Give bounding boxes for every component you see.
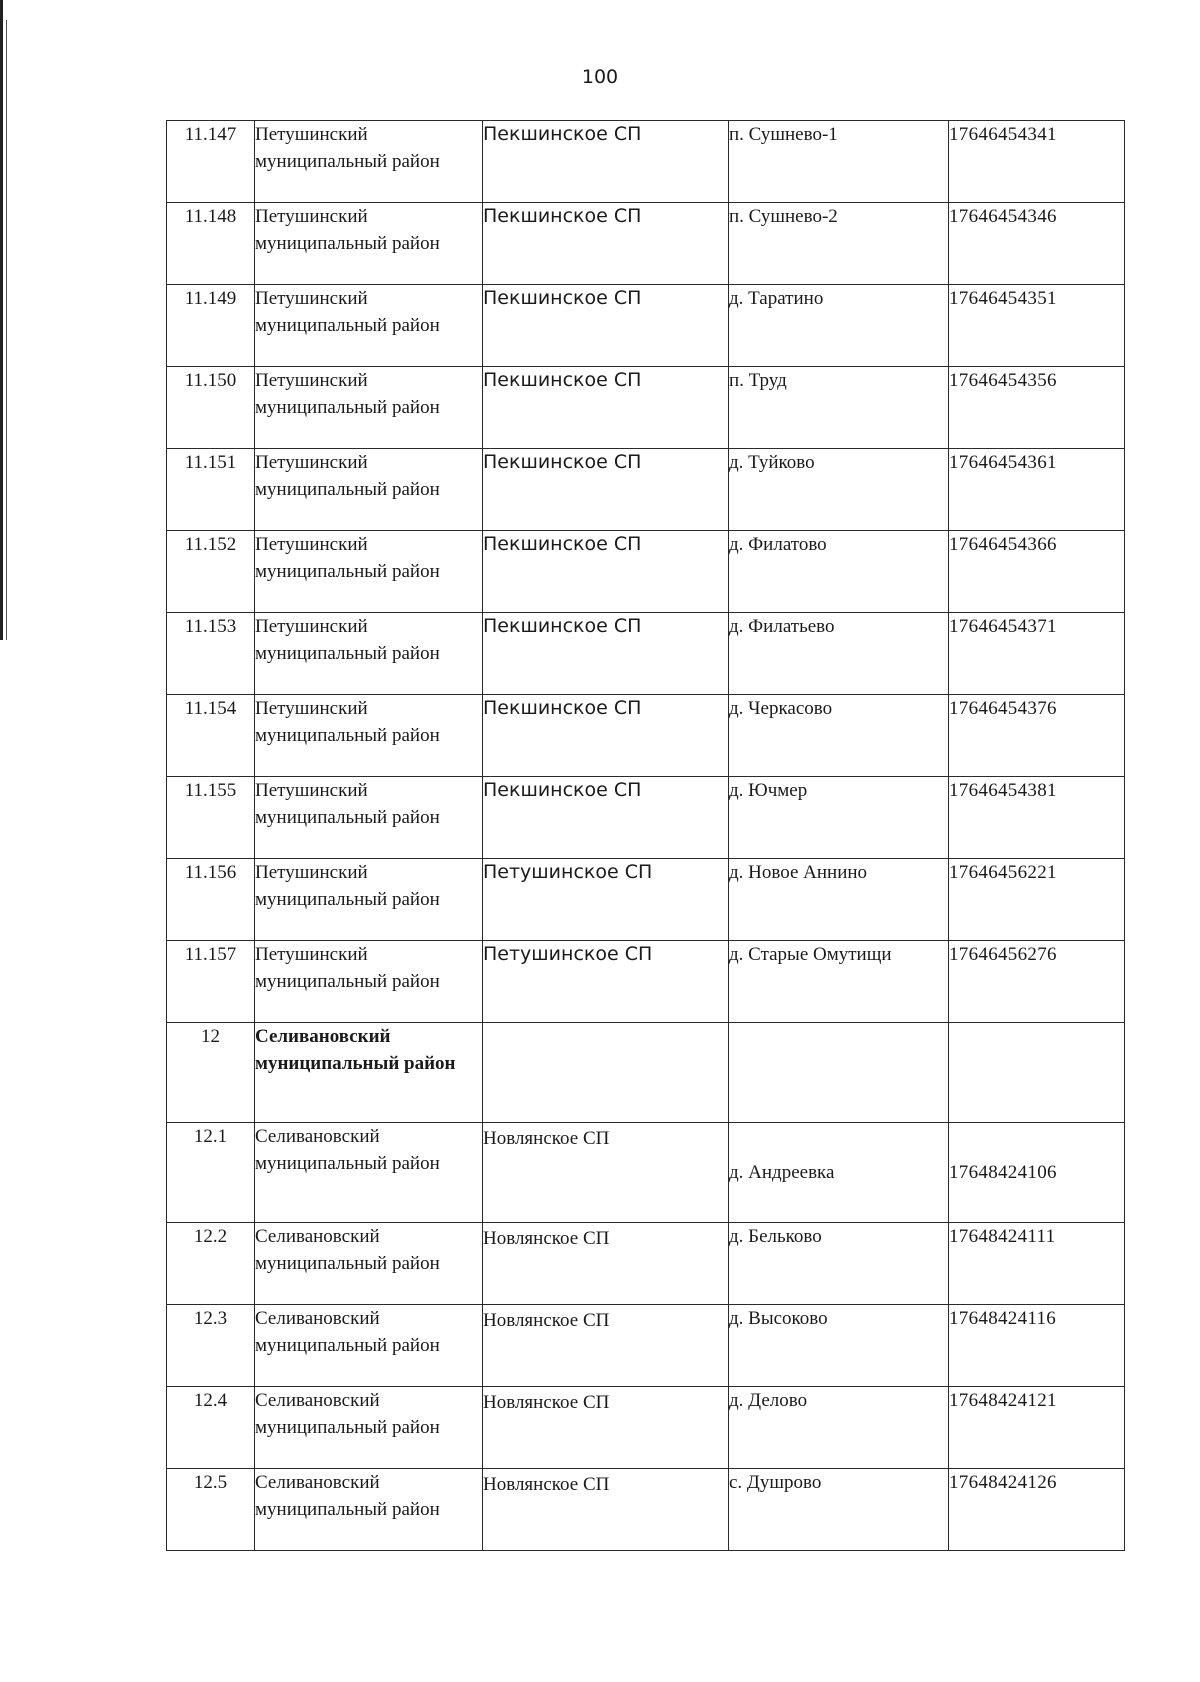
settlement-cell: Новлянское СП [483,1223,729,1305]
district-cell: Петушинский муниципальный район [255,613,483,695]
locality-cell: д. Туйково [729,449,949,531]
scan-edge-mark [0,0,3,640]
row-number: 12.1 [167,1123,255,1223]
code-cell: 17648424126 [949,1469,1125,1551]
district-cell: Селивановский муниципальный район [255,1387,483,1469]
table-row [167,859,1125,941]
row-number: 12.5 [167,1469,255,1551]
locality-cell: п. Труд [729,367,949,449]
locality-cell: д. Бельково [729,1223,949,1305]
district-cell: Селивановский муниципальный район [255,1023,483,1123]
locality-cell: д. Делово [729,1387,949,1469]
district-cell: Петушинский муниципальный район [255,531,483,613]
settlement-cell: Новлянское СП [483,1305,729,1387]
table-row [167,203,1125,285]
code-cell: 17648424121 [949,1387,1125,1469]
code-cell: 17646454371 [949,613,1125,695]
localities-table [166,120,1125,1551]
settlement-cell: Пекшинское СП [483,613,729,695]
district-cell: Петушинский муниципальный район [255,367,483,449]
settlement-cell: Петушинское СП [483,941,729,1023]
district-cell: Селивановский муниципальный район [255,1469,483,1551]
district-cell: Петушинский муниципальный район [255,695,483,777]
row-number: 11.155 [167,777,255,859]
locality-cell: д. Черкасово [729,695,949,777]
code-cell: 17646454366 [949,531,1125,613]
settlement-cell: Новлянское СП [483,1469,729,1551]
locality-cell: д. Андреевка [729,1123,949,1223]
code-cell: 17648424106 [949,1123,1125,1223]
settlement-cell: Пекшинское СП [483,121,729,203]
locality-cell: д. Высоково [729,1305,949,1387]
locality-cell: д. Таратино [729,285,949,367]
row-number: 11.148 [167,203,255,285]
table-row-section-header [167,1023,1125,1123]
row-number: 11.150 [167,367,255,449]
locality-cell: п. Сушнево-2 [729,203,949,285]
code-cell: 17648424116 [949,1305,1125,1387]
code-cell: 17646454351 [949,285,1125,367]
row-number: 11.153 [167,613,255,695]
settlement-cell [483,1023,729,1123]
code-cell: 17646456221 [949,859,1125,941]
table-row [167,449,1125,531]
code-cell: 17646454341 [949,121,1125,203]
settlement-cell: Пекшинское СП [483,367,729,449]
settlement-cell: Пекшинское СП [483,203,729,285]
row-number: 11.151 [167,449,255,531]
table-row [167,941,1125,1023]
table-row [167,531,1125,613]
district-cell: Селивановский муниципальный район [255,1223,483,1305]
district-cell: Петушинский муниципальный район [255,285,483,367]
row-number: 12.3 [167,1305,255,1387]
district-cell: Петушинский муниципальный район [255,203,483,285]
page-number: 100 [581,66,619,88]
district-cell: Петушинский муниципальный район [255,449,483,531]
row-number: 12.4 [167,1387,255,1469]
row-number: 11.147 [167,121,255,203]
locality-cell: д. Старые Омутищи [729,941,949,1023]
code-cell: 17646454361 [949,449,1125,531]
settlement-cell: Пекшинское СП [483,695,729,777]
row-number: 11.157 [167,941,255,1023]
code-cell [949,1023,1125,1123]
table-row [167,613,1125,695]
table-row [167,367,1125,449]
settlement-cell: Пекшинское СП [483,285,729,367]
table-row [167,1387,1125,1469]
code-cell: 17646454376 [949,695,1125,777]
row-number: 11.154 [167,695,255,777]
district-cell: Петушинский муниципальный район [255,121,483,203]
table-row [167,1469,1125,1551]
table-row [167,695,1125,777]
row-number: 11.156 [167,859,255,941]
row-number: 12.2 [167,1223,255,1305]
row-number: 12 [167,1023,255,1123]
code-cell: 17646454346 [949,203,1125,285]
table-row [167,1123,1125,1223]
district-cell: Селивановский муниципальный район [255,1123,483,1223]
code-cell: 17648424111 [949,1223,1125,1305]
locality-cell: д. Новое Аннино [729,859,949,941]
row-number: 11.152 [167,531,255,613]
settlement-cell: Пекшинское СП [483,449,729,531]
table-row [167,121,1125,203]
row-number: 11.149 [167,285,255,367]
settlement-cell: Петушинское СП [483,859,729,941]
settlement-cell: Пекшинское СП [483,777,729,859]
locality-cell: д. Филатово [729,531,949,613]
scan-edge-mark-inner [6,20,7,640]
code-cell: 17646454356 [949,367,1125,449]
locality-cell: с. Душрово [729,1469,949,1551]
district-cell: Петушинский муниципальный район [255,777,483,859]
settlement-cell: Пекшинское СП [483,531,729,613]
district-cell: Петушинский муниципальный район [255,859,483,941]
district-cell: Селивановский муниципальный район [255,1305,483,1387]
code-cell: 17646454381 [949,777,1125,859]
table-row [167,777,1125,859]
locality-cell: д. Ючмер [729,777,949,859]
settlement-cell: Новлянское СП [483,1123,729,1223]
locality-cell: д. Филатьево [729,613,949,695]
code-cell: 17646456276 [949,941,1125,1023]
locality-cell [729,1023,949,1123]
locality-cell: п. Сушнево-1 [729,121,949,203]
table-row [167,1305,1125,1387]
table-row [167,1223,1125,1305]
table-row [167,285,1125,367]
district-cell: Петушинский муниципальный район [255,941,483,1023]
settlement-cell: Новлянское СП [483,1387,729,1469]
